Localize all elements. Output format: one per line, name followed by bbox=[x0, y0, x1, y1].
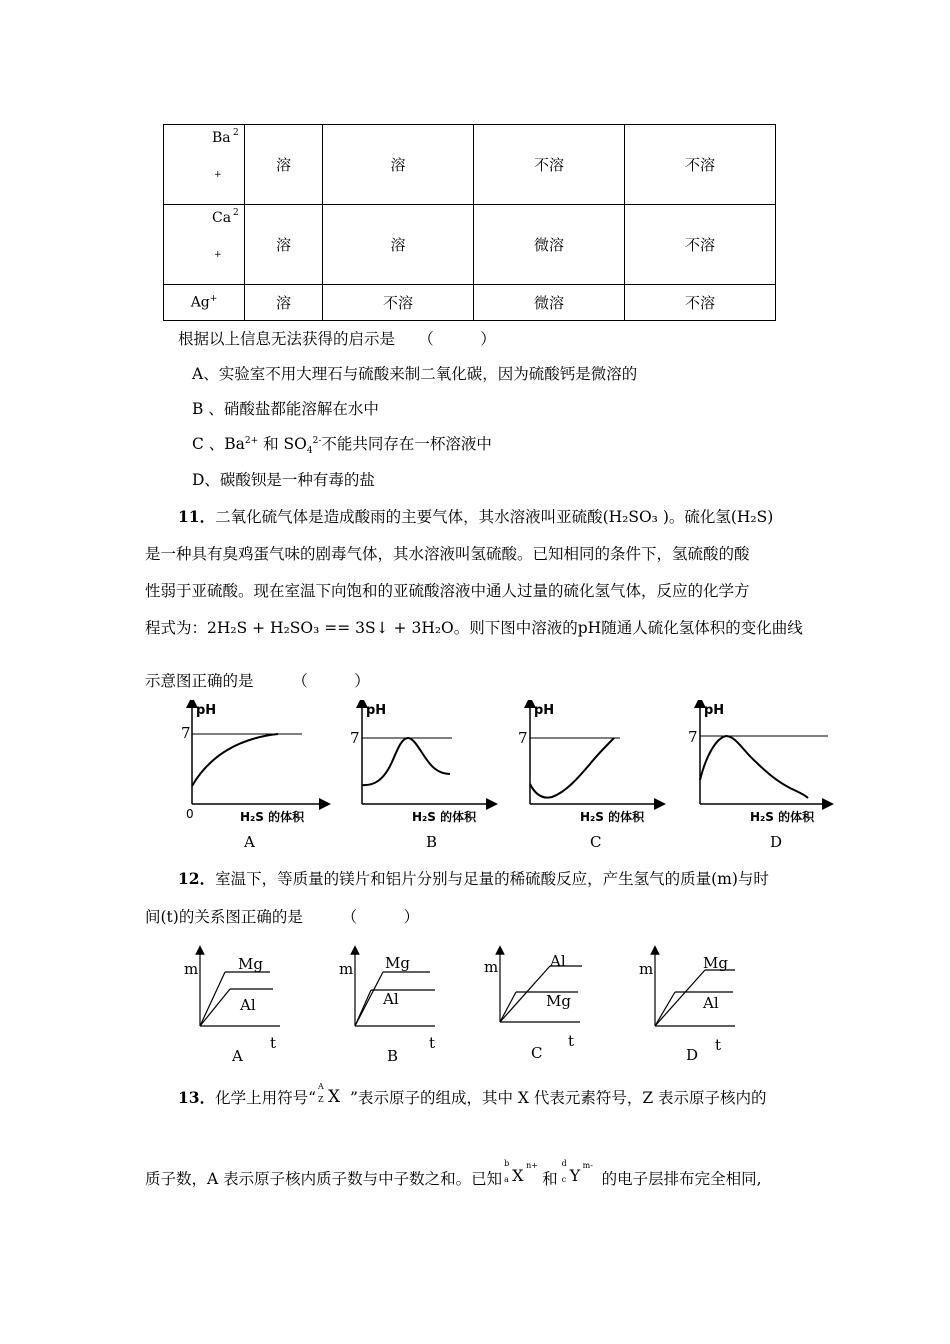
ion-symbol: Ba bbox=[212, 129, 231, 146]
ph-graph-b bbox=[350, 702, 492, 851]
element-symbol: Y bbox=[569, 1166, 581, 1185]
text: 化学上用符号“ bbox=[215, 1089, 317, 1107]
text: ”表示原子的组成，其中 X 代表元素符号，Z 表示原子核内的 bbox=[350, 1089, 767, 1107]
graph-label: D bbox=[686, 1046, 699, 1064]
origin-label: 0 bbox=[186, 807, 194, 821]
top-curve-label: Mg bbox=[238, 955, 263, 973]
ion-cell bbox=[164, 125, 245, 205]
element-symbol: X bbox=[328, 1087, 341, 1107]
bottom-curve-label: Al bbox=[703, 994, 719, 1012]
q11-line3: 性弱于亚硫酸。现在室温下向饱和的亚硫酸溶液中通人过量的硫化氢气体，反应的化学方 bbox=[145, 582, 750, 600]
question-number: 13． bbox=[178, 1088, 216, 1107]
t-label: t bbox=[715, 1036, 722, 1054]
table-cell: 溶 bbox=[245, 205, 323, 285]
table-cell: 不溶 bbox=[322, 285, 473, 321]
mt-graph-a bbox=[184, 950, 280, 1065]
atomic-number: Z bbox=[318, 1095, 324, 1104]
atomic-number: a bbox=[504, 1175, 509, 1184]
q11-line4: 程式为：2H₂S + H₂SO₃ == 3S↓ + 3H₂O。则下图中溶液的pH随通人硫化氢体积的变化曲线 bbox=[145, 619, 803, 637]
text: 不能共同存在一杯溶液中 bbox=[321, 435, 492, 453]
q11-line1 bbox=[178, 505, 773, 527]
table-cell: 不溶 bbox=[473, 125, 624, 205]
m-label: m bbox=[484, 958, 499, 976]
mass-number: b bbox=[504, 1159, 510, 1168]
q10-option-a: A、实验室不用大理石与硫酸来制二氧化碳，因为硫酸钙是微溶的 bbox=[192, 365, 638, 383]
q13-line2 bbox=[145, 1159, 762, 1189]
q12-line2: 间(t)的关系图正确的是 （ ） bbox=[145, 908, 420, 926]
x-axis-label: H₂S 的体积 bbox=[412, 810, 477, 824]
t-label: t bbox=[270, 1034, 277, 1052]
ph-graph-a bbox=[181, 702, 325, 851]
table-cell: 溶 bbox=[245, 125, 323, 205]
ion-charge: 2 bbox=[233, 127, 239, 138]
ion-charge: 2 bbox=[233, 207, 239, 218]
text: 和 bbox=[542, 1170, 558, 1188]
ion-charge-plus: + bbox=[214, 249, 222, 260]
mass-time-graphs bbox=[170, 940, 760, 1070]
ion-cell bbox=[164, 285, 245, 321]
text: 的电子层排布完全相同, bbox=[601, 1170, 762, 1188]
table-cell: 溶 bbox=[322, 205, 473, 285]
y-axis-label: pH bbox=[366, 703, 387, 718]
mass-number: d bbox=[561, 1159, 567, 1168]
table-cell: 不溶 bbox=[624, 125, 775, 205]
t-label: t bbox=[568, 1032, 575, 1050]
table-row bbox=[164, 285, 776, 321]
table-cell: 溶 bbox=[245, 285, 323, 321]
graph-label: A bbox=[232, 1047, 243, 1065]
graph-label: A bbox=[244, 833, 255, 851]
text: 和 SO bbox=[258, 435, 307, 453]
atomic-number: c bbox=[561, 1175, 567, 1184]
superscript: 2- bbox=[312, 435, 322, 446]
ion-symbol: Ca bbox=[212, 209, 232, 226]
text: 质子数，A 表示原子核内质子数与中子数之和。已知 bbox=[145, 1170, 503, 1188]
table-cell: 微溶 bbox=[473, 205, 624, 285]
subscript: 4 bbox=[306, 446, 313, 457]
ion-x-symbol bbox=[502, 1159, 542, 1189]
q10-option-c bbox=[192, 432, 492, 456]
top-curve-label: Mg bbox=[385, 954, 410, 972]
q11-line5: 示意图正确的是 （ ） bbox=[145, 672, 370, 690]
tick-label-7: 7 bbox=[688, 728, 698, 746]
q10-stem: 根据以上信息无法获得的启示是 （ ） bbox=[178, 330, 496, 348]
text: 二氧化硫气体是造成酸雨的主要气体，其水溶液叫亚硫酸(H₂SO₃ )。硫化氢(H₂S) bbox=[215, 508, 774, 526]
ion-charge: + bbox=[209, 294, 218, 305]
question-number: 11． bbox=[178, 507, 216, 526]
table-cell: 不溶 bbox=[624, 205, 775, 285]
element-symbol: X bbox=[512, 1166, 524, 1185]
ion-cell bbox=[164, 205, 245, 285]
text: C 、Ba bbox=[192, 435, 245, 453]
table-cell: 不溶 bbox=[624, 285, 775, 321]
graph-label: B bbox=[387, 1047, 399, 1065]
table-row bbox=[164, 125, 776, 205]
ion-charge-plus: + bbox=[214, 169, 222, 180]
mt-graph-d bbox=[639, 950, 735, 1064]
ion-charge: n+ bbox=[526, 1161, 538, 1170]
q13-line1 bbox=[178, 1082, 767, 1108]
bottom-curve-label: Al bbox=[240, 996, 256, 1014]
x-axis-label: H₂S 的体积 bbox=[750, 810, 815, 824]
table-cell: 微溶 bbox=[473, 285, 624, 321]
q12-line1 bbox=[178, 867, 769, 889]
mass-number: A bbox=[318, 1082, 324, 1091]
m-label: m bbox=[184, 960, 199, 978]
m-label: m bbox=[639, 960, 654, 978]
graph-label: C bbox=[531, 1044, 543, 1062]
table-cell: 溶 bbox=[322, 125, 473, 205]
bottom-curve-label: Mg bbox=[546, 992, 571, 1010]
ph-graph-d bbox=[688, 702, 828, 851]
table-row bbox=[164, 205, 776, 285]
mt-graph-b bbox=[339, 950, 435, 1065]
q10-option-b: B 、硝酸盐都能溶解在水中 bbox=[192, 400, 379, 418]
top-curve-label: Al bbox=[550, 952, 566, 970]
ph-graph-c bbox=[518, 702, 660, 851]
ion-symbol: Ag bbox=[190, 294, 210, 311]
solubility-table bbox=[163, 124, 776, 321]
x-axis-label: H₂S 的体积 bbox=[240, 810, 305, 824]
y-axis-label: pH bbox=[196, 703, 217, 718]
ion-y-symbol bbox=[558, 1159, 602, 1189]
q11-line2: 是一种具有臭鸡蛋气味的剧毒气体，其水溶液叫氢硫酸。已知相同的条件下，氢硫酸的酸 bbox=[145, 545, 750, 563]
tick-label-7: 7 bbox=[350, 729, 360, 747]
t-label: t bbox=[429, 1034, 436, 1052]
y-axis-label: pH bbox=[534, 703, 555, 718]
tick-label-7: 7 bbox=[518, 729, 528, 747]
superscript: 2+ bbox=[244, 435, 259, 446]
ion-charge: m- bbox=[582, 1161, 593, 1170]
tick-label-7: 7 bbox=[181, 724, 191, 742]
graph-label: C bbox=[590, 833, 602, 851]
top-curve-label: Mg bbox=[703, 954, 728, 972]
graph-label: B bbox=[426, 833, 438, 851]
graph-label: D bbox=[770, 833, 783, 851]
ph-graphs bbox=[170, 700, 850, 852]
nuclide-symbol bbox=[316, 1082, 350, 1108]
q10-option-d: D、碳酸钡是一种有毒的盐 bbox=[192, 471, 375, 489]
bottom-curve-label: Al bbox=[383, 990, 399, 1008]
y-axis-label: pH bbox=[704, 703, 725, 718]
text: 室温下，等质量的镁片和铝片分别与足量的稀硫酸反应，产生氢气的质量(m)与时 bbox=[215, 870, 769, 888]
m-label: m bbox=[339, 960, 354, 978]
mt-graph-c bbox=[484, 950, 582, 1062]
x-axis-label: H₂S 的体积 bbox=[580, 810, 645, 824]
question-number: 12． bbox=[178, 869, 216, 888]
